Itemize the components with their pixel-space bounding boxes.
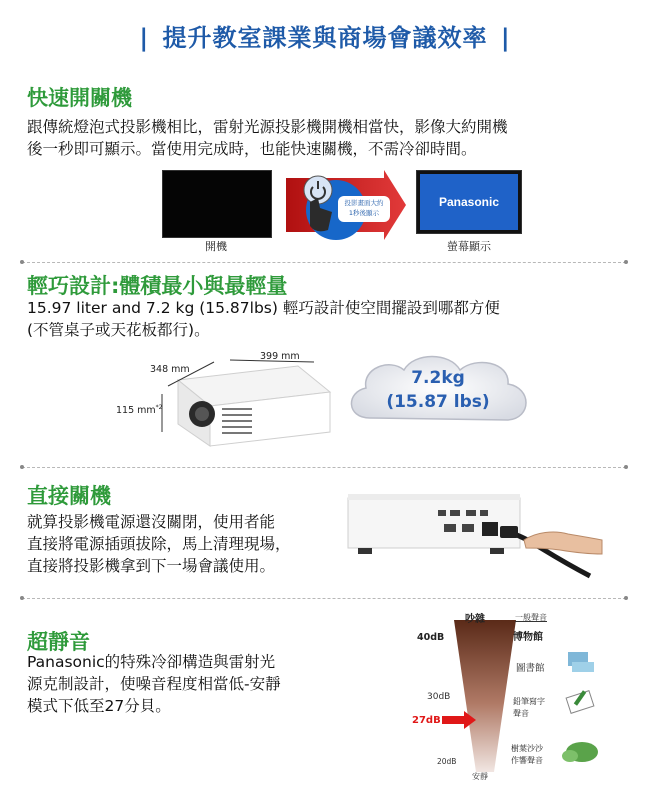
projector-dimension-illustration [118, 348, 338, 448]
label-rustling-leaves [511, 743, 543, 767]
divider [22, 467, 626, 468]
divider-dot [624, 596, 628, 600]
leaves-line: 樹葉沙沙 [511, 744, 543, 753]
title-bar-right: | [500, 24, 511, 52]
page-title [0, 18, 650, 53]
section-title-compact-design: 輕巧設計:體積最小與最輕量 [27, 274, 288, 298]
text-line: 模式下低至27分貝。 [27, 697, 171, 715]
paper-icon [566, 691, 594, 714]
divider-dot [20, 260, 24, 264]
unplug-illustration [340, 492, 624, 588]
text-line: 後一秒即可顯示。當使用完成時，也能快速關機，不需冷卻時間。 [27, 140, 477, 158]
section-title-direct-shutdown: 直接關機 [27, 484, 111, 508]
blank-screen-image [162, 170, 272, 238]
label-library: 圖書館 [516, 663, 545, 674]
power-socket [482, 522, 498, 536]
divider-dot [624, 260, 628, 264]
label-pencil-writing [513, 696, 545, 720]
divider-dot [624, 465, 628, 469]
section-title-ultra-quiet: 超靜音 [27, 630, 90, 654]
page-title-text: 提升教室課業與商場會議效率 [162, 24, 488, 52]
text-line: 就算投影機電源還沒關閉，使用者能 [27, 513, 276, 531]
caption-power-on: 開機 [205, 240, 227, 253]
weight-lbs: (15.87 lbs) [386, 392, 490, 412]
label-quiet: 安靜 [472, 772, 488, 781]
panasonic-logo: Panasonic [438, 195, 500, 209]
section-text-compact-design [27, 297, 500, 341]
section-text-fast-start [27, 116, 508, 160]
dimension-height-value: 115 mm [116, 405, 156, 417]
text-line: 直接將投影機拿到下一場會議使用。 [27, 557, 276, 575]
divider-dot [20, 465, 24, 469]
bubble-line: 1秒後顯示 [348, 209, 380, 217]
dimension-depth: 399 mm [260, 351, 300, 362]
db27-label: 27dB [412, 715, 441, 726]
title-bar-left: | [139, 24, 150, 52]
plug-icon [500, 526, 518, 538]
text-line: Panasonic的特殊冷卻構造與雷射光 [27, 653, 276, 671]
db20-label: 20dB [437, 757, 457, 766]
bubble-line: 投影畫面大約 [344, 199, 384, 207]
noise-funnel [454, 620, 516, 772]
projected-screen-image [416, 170, 522, 234]
label-museum: 博物館 [513, 632, 543, 643]
text-line: 源克制設計，使噪音程度相當低-安靜 [27, 675, 281, 693]
pencil-line: 聲音 [513, 709, 529, 718]
weight-label [358, 366, 518, 414]
text-line: 跟傳統燈泡式投影機相比，雷射光源投影機開機相當快，影像大約開機 [27, 118, 508, 136]
text-line: 15.97 liter and 7.2 kg (15.87lbs) 輕巧設計使空間擺設到哪都方便 [27, 299, 500, 317]
dimension-note: *2 [155, 404, 163, 411]
divider [22, 262, 626, 263]
db30-label: 30dB [427, 692, 451, 702]
dimension-width: 348 mm [150, 364, 190, 375]
pencil-line: 鉛筆寫字 [513, 697, 545, 706]
caption-screen-display: 螢幕顯示 [447, 240, 491, 253]
section-text-direct-shutdown [27, 511, 291, 577]
divider [22, 598, 626, 599]
section-title-fast-start: 快速開關機 [27, 86, 132, 110]
text-line: 直接將電源插頭拔除，馬上清理現場， [27, 535, 291, 553]
bubble-text [339, 198, 389, 218]
divider-dot [20, 596, 24, 600]
text-line: (不管桌子或天花板都行)。 [27, 321, 210, 339]
label-noisy: 吵雜 [465, 614, 485, 625]
leaves-line: 作響聲音 [511, 756, 543, 765]
db40-label: 40dB [417, 632, 445, 643]
label-general-sound: 一般聲音 [515, 613, 547, 622]
weight-kg: 7.2kg [411, 368, 465, 388]
dimension-height [116, 404, 163, 416]
hand-icon [524, 532, 602, 554]
section-text-ultra-quiet [27, 651, 281, 717]
